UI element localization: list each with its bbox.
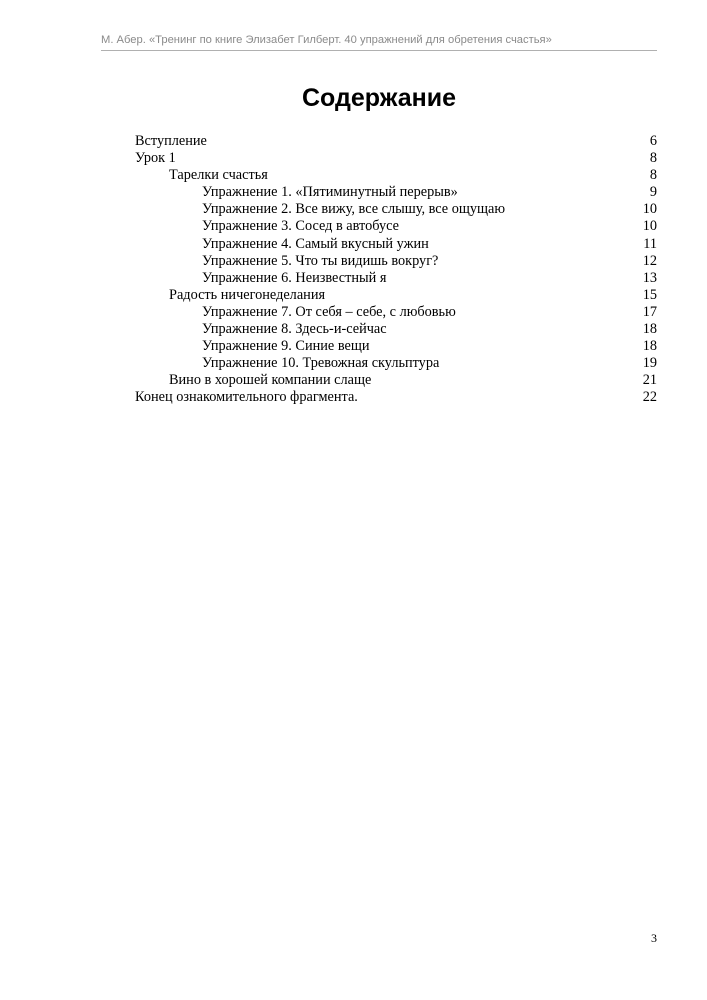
toc-entry-label: Упражнение 5. Что ты видишь вокруг? bbox=[202, 252, 439, 269]
toc-entry[interactable] bbox=[135, 218, 657, 235]
toc-entry-label: Упражнение 3. Сосед в автобусе bbox=[202, 218, 399, 235]
toc-entry-label: Конец ознакомительного фрагмента. bbox=[135, 389, 358, 406]
toc-entry-label: Упражнение 2. Все вижу, все слышу, все ощущаю bbox=[202, 201, 506, 218]
toc-entry[interactable] bbox=[135, 270, 657, 287]
toc-entry[interactable] bbox=[135, 338, 657, 355]
toc-entry[interactable] bbox=[135, 304, 657, 321]
toc-entry-label: Вступление bbox=[135, 133, 207, 149]
toc-entry-page-number: 22 bbox=[642, 389, 657, 406]
toc-entry[interactable] bbox=[135, 184, 657, 201]
toc-entry[interactable] bbox=[135, 236, 657, 253]
toc-entry-page-number: 6 bbox=[649, 133, 657, 149]
toc-entry-page-number: 17 bbox=[642, 303, 657, 320]
toc-entry-label: Упражнение 4. Самый вкусный ужин bbox=[202, 235, 429, 252]
toc-entry-page-number: 9 bbox=[649, 184, 657, 201]
toc-entry-page-number: 13 bbox=[642, 269, 657, 286]
toc-entry[interactable] bbox=[135, 253, 657, 270]
toc-entry-page-number: 10 bbox=[642, 201, 657, 218]
toc-entry-label: Тарелки счастья bbox=[169, 167, 268, 184]
toc-entry-page-number: 18 bbox=[642, 338, 657, 355]
toc-entry[interactable] bbox=[135, 321, 657, 338]
running-header: М. Абер. «Тренинг по книге Элизабет Гилберт. 40 упражнений для обретения счастья» bbox=[101, 34, 552, 46]
toc-entry-label: Упражнение 1. «Пятиминутный перерыв» bbox=[202, 184, 458, 201]
toc-entry-page-number: 15 bbox=[642, 286, 657, 303]
toc-entry-label: Упражнение 9. Синие вещи bbox=[202, 338, 370, 355]
toc-entry-label: Упражнение 10. Тревожная скульптура bbox=[202, 355, 440, 372]
toc-entry-page-number: 12 bbox=[642, 252, 657, 269]
page-number: 3 bbox=[651, 931, 657, 945]
toc-entry-label: Упражнение 6. Неизвестный я bbox=[202, 269, 387, 286]
toc-entry[interactable] bbox=[135, 372, 657, 389]
toc-entry-page-number: 8 bbox=[649, 150, 657, 167]
toc-entry-page-number: 21 bbox=[642, 372, 657, 389]
toc-entry-label: Урок 1 bbox=[135, 150, 176, 167]
table-of-contents bbox=[135, 133, 657, 407]
toc-entry-label: Радость ничегонеделания bbox=[169, 286, 326, 303]
toc-entry-label: Упражнение 8. Здесь-и-сейчас bbox=[202, 321, 387, 338]
toc-entry[interactable] bbox=[135, 389, 657, 406]
toc-entry-page-number: 10 bbox=[642, 218, 657, 235]
toc-entry[interactable] bbox=[135, 167, 657, 184]
toc-entry-label: Упражнение 7. От себя – себе, с любовью bbox=[202, 303, 456, 320]
toc-entry-page-number: 18 bbox=[642, 321, 657, 338]
toc-entry[interactable] bbox=[135, 201, 657, 218]
toc-entry-page-number: 8 bbox=[649, 167, 657, 184]
toc-entry[interactable] bbox=[135, 133, 657, 150]
toc-entry[interactable] bbox=[135, 287, 657, 304]
toc-entry[interactable] bbox=[135, 150, 657, 167]
toc-entry[interactable] bbox=[135, 355, 657, 372]
toc-entry-page-number: 11 bbox=[643, 235, 657, 252]
toc-entry-label: Вино в хорошей компании слаще bbox=[169, 372, 372, 389]
header-divider bbox=[101, 50, 657, 51]
toc-entry-page-number: 19 bbox=[642, 355, 657, 372]
toc-title: Содержание bbox=[301, 84, 457, 112]
